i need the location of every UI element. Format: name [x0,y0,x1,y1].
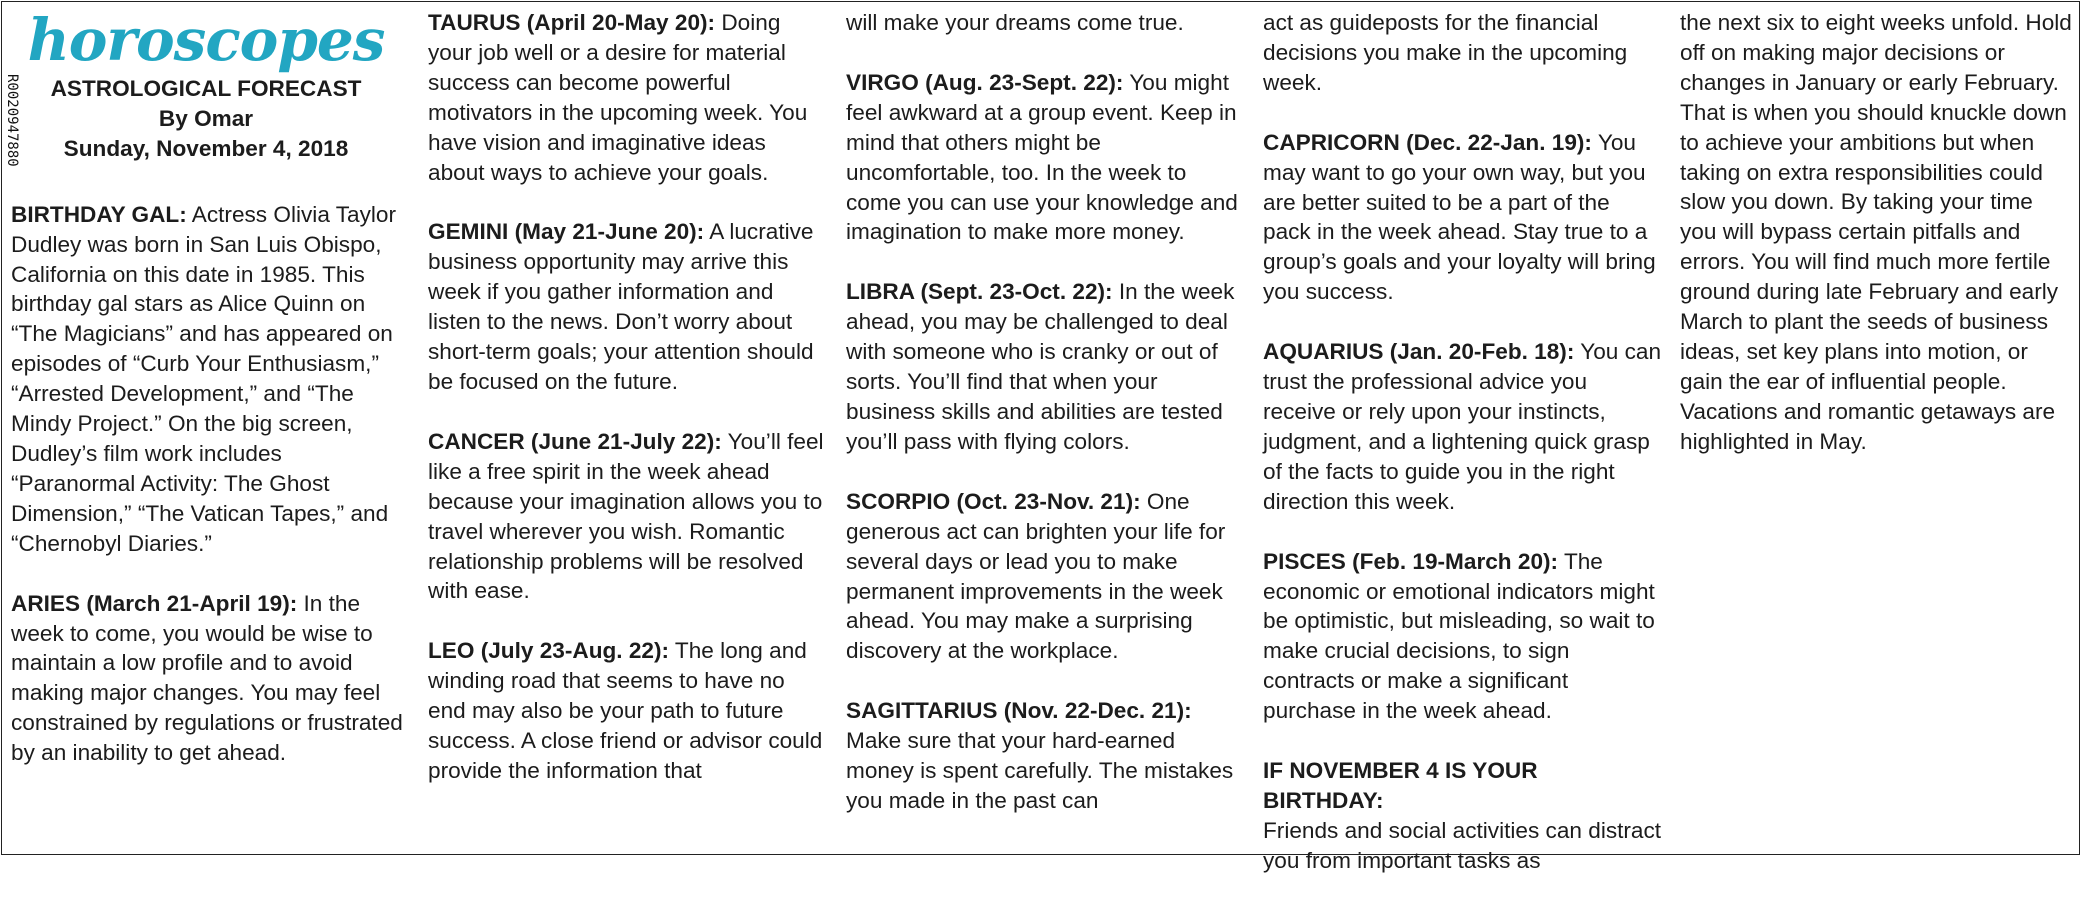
entry-text: In the week ahead, you may be challenged to deal with someone who is cranky or out of sorts. You’ll find that when your business skills and abilities are tested you’ll pass with flying colors. [846,279,1235,454]
forecast-title: ASTROLOGICAL FORECAST [50,76,362,101]
entry-heading: SAGITTARIUS (Nov. 22-Dec. 21): [846,698,1192,724]
entry-text: The economic or emotional indicators might be optimistic, but misleading, so wait to make crucial decisions, to sign contracts or make a significant purchase in the week ahead. [1263,548,1655,724]
entry-text: Actress Olivia Taylor Dudley was born in San Luis Obispo, California on this date in 1985. This birthday gal stars as Alice Quinn on “The Magicians” and has appeared on episodes of “Curb Your Enthusiasm,” “Arrested Development,” and “The Mindy Project.” On the big screen, Dudley’s film work includes “Paranormal Activity: The Ghost Dimension,” “The Vatican Tapes,” and “Chernobyl Diaries.” [11,201,397,556]
entry-heading: VIRGO (Aug. 23-Sept. 22): [846,69,1124,95]
gemini-entry [428,217,828,396]
scorpio-entry [846,487,1246,666]
entry-heading: CANCER (June 21-July 22): [428,428,722,454]
date: Sunday, November 4, 2018 [63,135,349,161]
birthday-forecast-continued: the next six to eight weeks unfold. Hold off on making major decisions or changes in January or early February. That is when you should knuckle down to achieve your ambitions but when taking on extra responsibilities could slow you down. By taking your time you will bypass certain pitfalls and errors. You will find much more fertile ground during late February and early March to plant the seeds of business ideas, set key plans into motion, or gain the ear of influential people. Vacations and romantic getaways are highlighted in May. [1680,10,2072,454]
byline: By Omar [158,105,254,131]
birthday-gal-entry [11,200,411,559]
column-1 [11,8,411,798]
entry-heading: TAURUS (April 20-May 20): [428,10,716,35]
entry-text: The long and winding road that seems to have no end may also be your path to future success. A close friend or advisor could provide the information that [428,638,823,783]
column-5 [1680,8,2075,487]
entry-text: Doing your job well or a desire for material success can become powerful motivators in the upcoming week. You have vision and imaginative ideas about ways to achieve your goals. [428,10,808,185]
aries-entry [11,589,411,768]
sagittarius-entry [846,696,1246,816]
entry-heading: BIRTHDAY GAL: [11,201,187,227]
leo-continued: will make your dreams come true. [846,10,1184,35]
sagittarius-continued: act as guideposts for the financial decisions you make in the upcoming week. [1263,10,1628,95]
entry-text: One generous act can brighten your life for several days or lead you to make permanent improvements in the week ahead. You may make a surprising discovery at the workplace. [846,488,1226,664]
brand-block [1,8,411,164]
entry-heading: LEO (July 23-Aug. 22): [428,638,670,664]
birthday-forecast-entry [1263,756,1663,876]
entry-text: You may want to go your own way, but you are better suited to be a part of the pack in the week ahead. Stay true to a group’s goals and your loyalty will bring you success. [1263,129,1656,305]
entry-heading: LIBRA (Sept. 23-Oct. 22): [846,279,1113,305]
capricorn-entry [1263,128,1663,307]
pisces-entry [1263,547,1663,726]
column-3 [846,8,1246,846]
leo-entry [428,636,828,786]
cancer-entry [428,427,828,606]
entry-heading: GEMINI (May 21-June 20): [428,219,705,245]
entry-heading: SCORPIO (Oct. 23-Nov. 21): [846,488,1141,514]
horoscopes-logo: horoscopes [27,6,385,74]
entry-text: Make sure that your hard-earned money is spent carefully. The mistakes you made in the past can [846,728,1234,813]
aquarius-entry [1263,337,1663,516]
entry-heading: IF NOVEMBER 4 IS YOUR BIRTHDAY: [1263,758,1538,813]
column-4 [1263,8,1663,906]
entry-heading: PISCES (Feb. 19-March 20): [1263,548,1559,574]
libra-entry [846,277,1246,456]
entry-heading: CAPRICORN (Dec. 22-Jan. 19): [1263,129,1592,155]
entry-text: You might feel awkward at a group event. Keep in mind that others might be uncomfortable, too. In the week to come you can use your knowledge and imagination to make more money. [846,69,1238,245]
entry-heading: ARIES (March 21-April 19): [11,590,298,616]
entry-text: You’ll feel like a free spirit in the week ahead because your imagination allows you to travel wherever you wish. Romantic relationship problems will be resolved with ease. [428,428,824,604]
entry-text: You can trust the professional advice you receive or rely upon your instincts, judgment, and a lightening quick grasp of the facts to guide you in the right direction this week. [1263,339,1662,514]
entry-heading: AQUARIUS (Jan. 20-Feb. 18): [1263,339,1575,365]
column-2 [428,8,828,816]
entry-text: Friends and social activities can distract you from important tasks as [1263,817,1662,873]
side-id-code: R0020947880 [4,74,20,167]
entry-text: In the week to come, you would be wise to maintain a low profile and to avoid making major changes. You may feel constrained by regulations or frustrated by an inability to get ahead. [11,590,403,766]
virgo-entry [846,68,1246,247]
taurus-entry [428,8,828,187]
entry-text: A lucrative business opportunity may arrive this week if you gather information and listen to the news. Don’t worry about short-term goals; your attention should be focused on the future. [428,219,814,394]
